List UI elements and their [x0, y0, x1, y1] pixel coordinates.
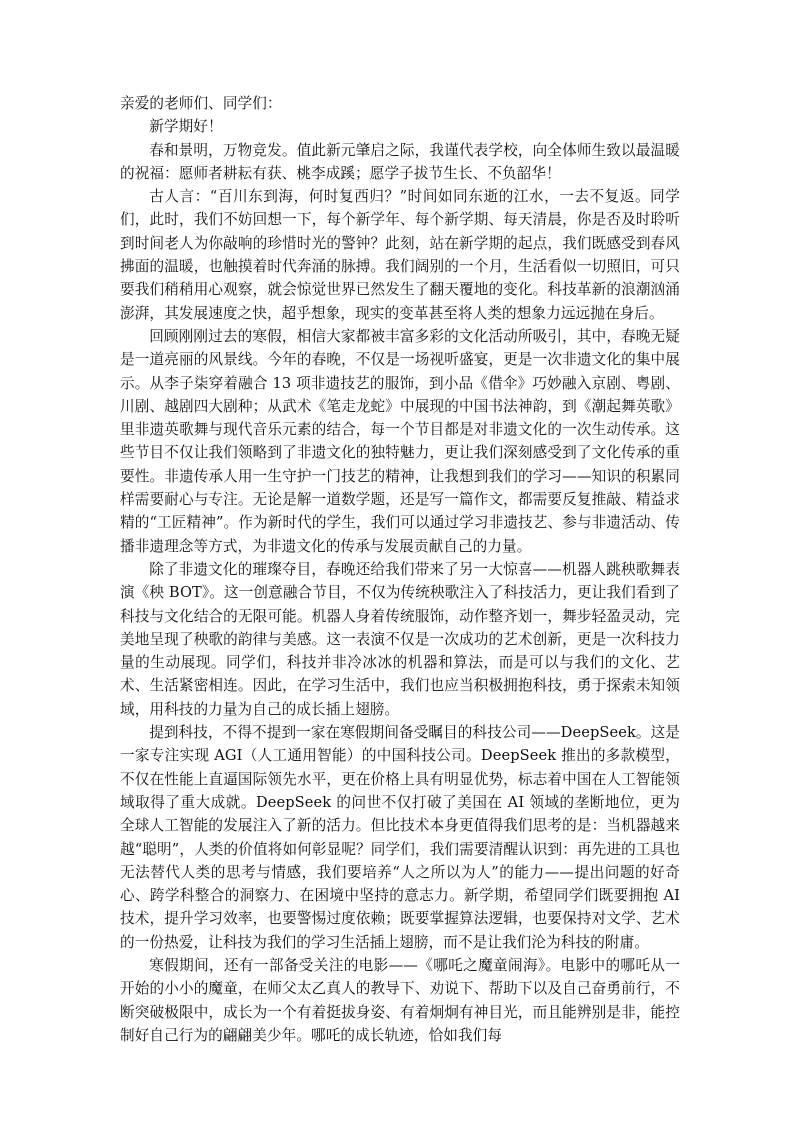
paragraph-heritage: 回顾刚刚过去的寒假，相信大家都被丰富多彩的文化活动所吸引，其中，春晚无疑是一道亮丽的风景线。今年的春晚，不仅是一场视听盛宴，更是一次非遗文化的集中展示。从李子柒穿着融合 13 项非遗技艺的服饰，到小品《借伞》巧妙融入京剧、粤剧、川剧、越剧四大剧种；从武术《笔走龙蛇》中展现的中国书法神韵，到《潮起舞英歌》里非遗英歌舞与现代音乐元素的结合，每一个节目都是对非遗文化的一次生动传承。这些节目不仅让我们领略到了非遗文化的独特魅力，更让我们深刻感受到了文化传承的重要性。非遗传承人用一生守护一门技艺的精神，让我想到我们的学习——知识的积累同样需要耐心与专注。无论是解一道数学题，还是写一篇作文，都需要反复推敲、精益求精的“工匠精神”。作为新时代的学生，我们可以通过学习非遗技艺、参与非遗活动、传播非遗理念等方式，为非遗文化的传承与发展贡献自己的力量。	[120, 327, 680, 555]
paragraph-robot-dance: 除了非遗文化的璀璨夺目，春晚还给我们带来了另一大惊喜——机器人跳秧歌舞表演《秧 BOT》。这一创意融合节目，不仅为传统秧歌注入了科技活力，更让我们看到了科技与文化结合的无限可能。机器人身着传统服饰，动作整齐划一，舞步轻盈灵动，完美地呈现了秧歌的韵律与美感。这一表演不仅是一次成功的艺术创新，更是一次科技力量的生动展现。同学们，科技并非冷冰冰的机器和算法，而是可以与我们的文化、艺术、生活紧密相连。因此，在学习生活中，我们也应当积极拥抱科技，勇于探索未知领域，用科技的力量为自己的成长插上翅膀。	[120, 560, 680, 718]
paragraph-time: 古人言：“百川东到海，何时复西归？”时间如同东逝的江水，一去不复返。同学们，此时，我们不妨回想一下，每个新学年、每个新学期、每天清晨，你是否及时聆听到时间老人为你敲响的珍惜时光的警钟？此刻，站在新学期的起点，我们既感受到春风拂面的温暖，也触摸着时代奔涌的脉搏。我们阔别的一个月，生活看似一切照旧，可只要我们稍稍用心观察，就会惊觉世界已然发生了翻天覆地的变化。科技革新的浪潮汹涌澎湃，其发展速度之快，超乎想象，现实的变革甚至将人类的想象力远远抛在身后。	[120, 188, 680, 322]
paragraph-greeting: 新学期好！	[149, 118, 223, 136]
paragraph-blessing: 春和景明，万物竞发。值此新元肇启之际，我谨代表学校，向全体师生致以最温暖的祝福：愿师者耕耘有获、桃李成蹊；愿学子拔节生长、不负韶华！	[120, 141, 680, 182]
paragraph-nezha: 寒假期间，还有一部备受关注的电影——《哪吒之魔童闹海》。电影中的哪吒从一开始的小小的魔童，在师父太乙真人的教导下、劝说下、帮助下以及自己奋勇前行，不断突破极限中，成长为一个有着挺拔身姿、有着炯炯有神目光，而且能辨别是非，能控制好自己行为的翩翩美少年。哪吒的成长轨迹，恰如我们每	[120, 956, 680, 1044]
paragraph-deepseek: 提到科技，不得不提到一家在寒假期间备受瞩目的科技公司——DeepSeek。这是一家专注实现 AGI（人工通用智能）的中国科技公司。DeepSeek 推出的多款模型，不仅在性能上直逼国际领先水平，更在价格上具有明显优势，标志着中国在人工智能领域取得了重大成就。DeepSeek 的问世不仅打破了美国在 AI 领域的垄断地位，更为全球人工智能的发展注入了新的活力。但比技术本身更值得我们思考的是：当机器越来越“聪明”，人类的价值将如何彰显呢？同学们，我们需要清醒认识到：再先进的工具也无法替代人类的思考与情感，我们要培养“人之所以为人”的能力——提出问题的好奇心、跨学科整合的洞察力、在困境中坚持的意志力。新学期，希望同学们既要拥抱 AI 技术，提升学习效率，也要警惕过度依赖；既要掌握算法逻辑，也要保持对文学、艺术的一份热爱，让科技为我们的学习生活插上翅膀，而不是让我们沦为科技的附庸。	[120, 724, 680, 951]
speech-body	[120, 92, 680, 1047]
salutation: 亲爱的老师们、同学们：	[120, 95, 282, 112]
